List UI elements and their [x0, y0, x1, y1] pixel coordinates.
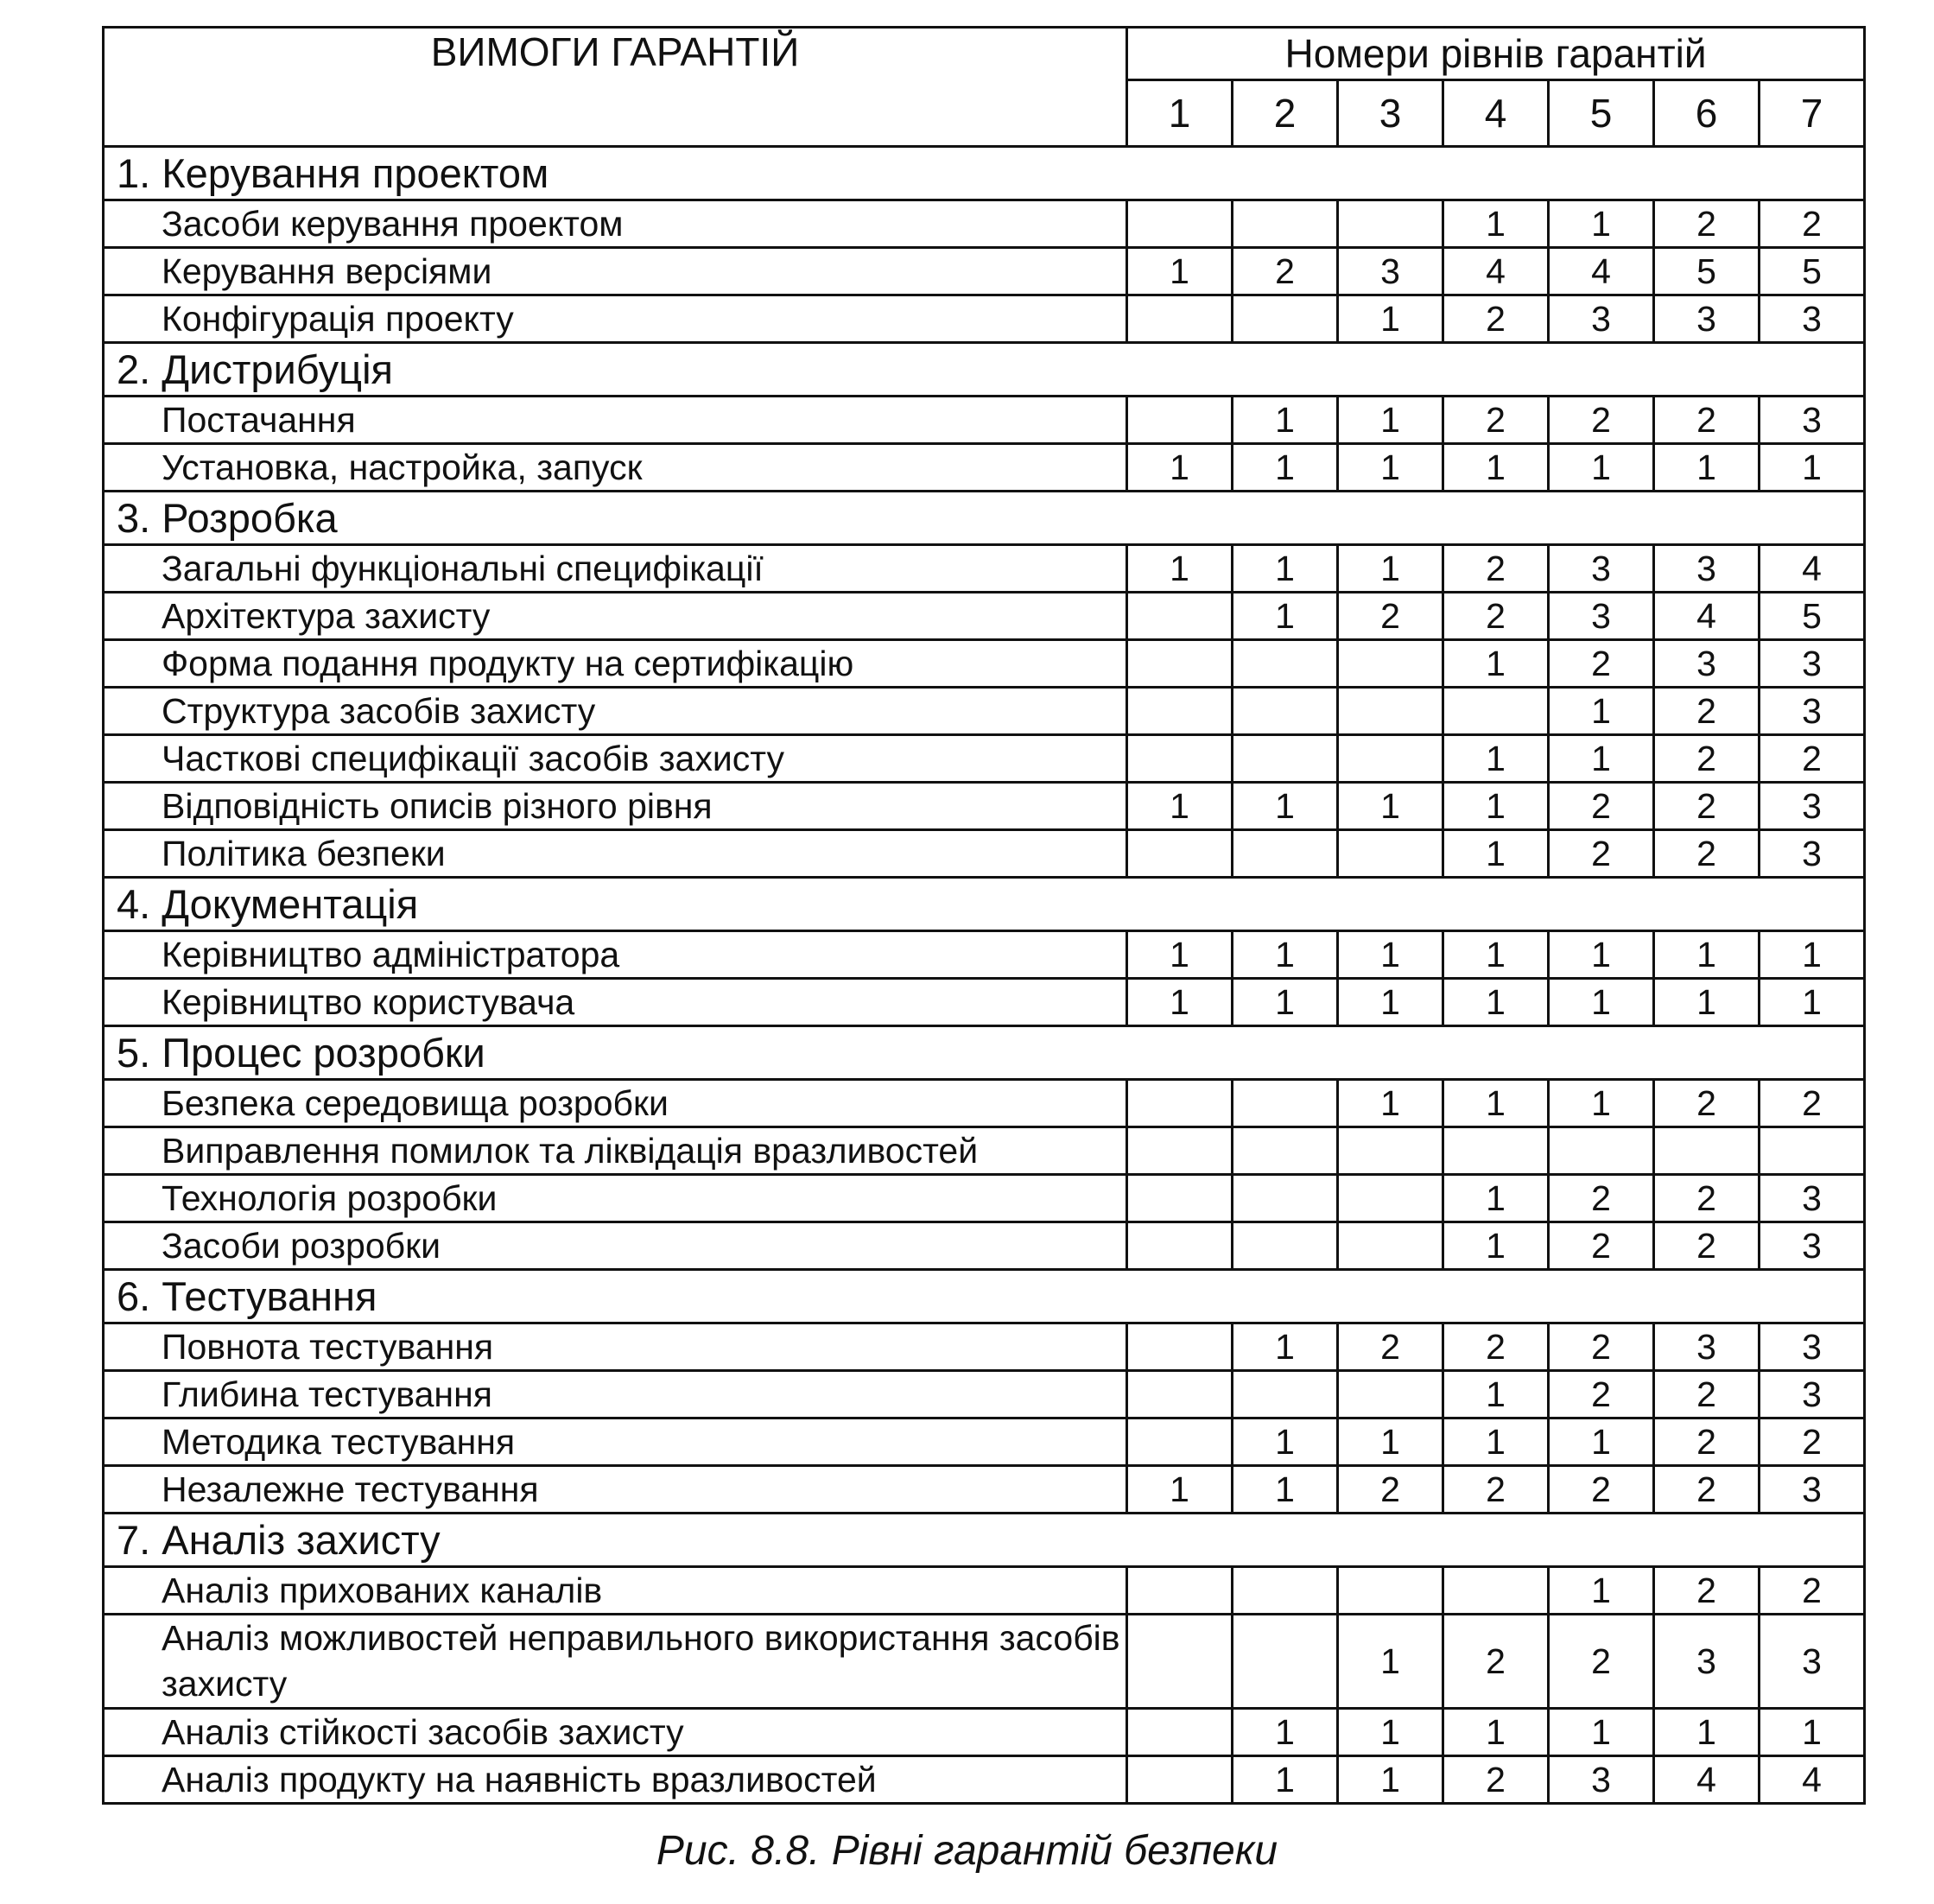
level-value-cell: 4: [1654, 1756, 1760, 1804]
level-value-cell: [1654, 1127, 1760, 1175]
table-row: [104, 397, 1865, 444]
level-value-cell: [1127, 200, 1233, 248]
section-row: [104, 1270, 1865, 1323]
level-value-cell: 3: [1760, 783, 1865, 830]
level-value-cell: 1: [1443, 830, 1549, 878]
level-value-cell: 2: [1654, 1080, 1760, 1127]
level-value-cell: [1233, 1222, 1338, 1270]
table-row: [104, 1371, 1865, 1418]
level-value-cell: 3: [1760, 1222, 1865, 1270]
level-value-cell: 2: [1654, 735, 1760, 783]
requirement-label: Безпека середовища розробки: [104, 1080, 1127, 1127]
level-value-cell: 2: [1549, 1175, 1654, 1222]
level-value-cell: 2: [1549, 1371, 1654, 1418]
level-value-cell: [1127, 1756, 1233, 1804]
level-value-cell: 1: [1443, 1222, 1549, 1270]
level-value-cell: [1127, 1127, 1233, 1175]
level-value-cell: [1338, 1175, 1443, 1222]
level-value-cell: 3: [1549, 593, 1654, 640]
table-row: [104, 248, 1865, 295]
level-value-cell: 1: [1338, 1615, 1443, 1709]
table-row: [104, 1709, 1865, 1756]
level-value-cell: 1: [1338, 931, 1443, 979]
table-row: [104, 200, 1865, 248]
level-value-cell: 1: [1233, 444, 1338, 492]
level-value-cell: 3: [1549, 545, 1654, 593]
level-value-cell: [1233, 295, 1338, 343]
level-value-cell: 2: [1443, 593, 1549, 640]
level-value-cell: 1: [1233, 1756, 1338, 1804]
level-value-cell: 2: [1338, 593, 1443, 640]
level-value-cell: 1: [1443, 1418, 1549, 1466]
level-value-cell: 1: [1549, 1709, 1654, 1756]
level-value-cell: [1127, 1371, 1233, 1418]
level-value-cell: 2: [1760, 200, 1865, 248]
requirement-label: Конфігурація проекту: [104, 295, 1127, 343]
requirement-label: Керівництво адміністратора: [104, 931, 1127, 979]
level-value-cell: 1: [1338, 1756, 1443, 1804]
table-row: [104, 593, 1865, 640]
requirement-label: Повнота тестування: [104, 1323, 1127, 1371]
level-value-cell: 1: [1338, 545, 1443, 593]
level-header: 4: [1443, 80, 1549, 147]
level-value-cell: 2: [1654, 1567, 1760, 1615]
level-value-cell: [1338, 830, 1443, 878]
level-value-cell: [1338, 688, 1443, 735]
level-value-cell: 3: [1760, 1615, 1865, 1709]
level-value-cell: [1233, 1127, 1338, 1175]
table-row: [104, 1418, 1865, 1466]
level-value-cell: 2: [1654, 1418, 1760, 1466]
section-title: 3. Розробка: [104, 492, 1865, 545]
level-value-cell: [1233, 200, 1338, 248]
level-value-cell: 2: [1549, 1466, 1654, 1514]
requirements-column-header: ВИМОГИ ГАРАНТІЙ: [104, 28, 1127, 147]
level-value-cell: 4: [1443, 248, 1549, 295]
requirement-label: Виправлення помилок та ліквідація вразливостей: [104, 1127, 1127, 1175]
table-row: [104, 931, 1865, 979]
level-value-cell: 2: [1443, 545, 1549, 593]
level-value-cell: 2: [1654, 1466, 1760, 1514]
table-row: [104, 830, 1865, 878]
level-value-cell: 1: [1549, 1418, 1654, 1466]
level-value-cell: 1: [1233, 397, 1338, 444]
level-value-cell: 2: [1549, 783, 1654, 830]
level-value-cell: 1: [1760, 931, 1865, 979]
table-row: [104, 783, 1865, 830]
level-value-cell: 2: [1760, 1567, 1865, 1615]
level-value-cell: [1127, 1615, 1233, 1709]
requirement-label: Аналіз продукту на наявність вразливостей: [104, 1756, 1127, 1804]
level-value-cell: 1: [1443, 1080, 1549, 1127]
level-value-cell: 1: [1443, 979, 1549, 1026]
level-value-cell: 1: [1654, 1709, 1760, 1756]
level-value-cell: 1: [1127, 1466, 1233, 1514]
level-value-cell: 1: [1760, 1709, 1865, 1756]
level-value-cell: [1127, 1418, 1233, 1466]
level-value-cell: 1: [1127, 931, 1233, 979]
level-value-cell: 3: [1760, 1371, 1865, 1418]
level-value-cell: [1233, 1567, 1338, 1615]
level-value-cell: 2: [1443, 1756, 1549, 1804]
level-value-cell: 1: [1338, 444, 1443, 492]
level-value-cell: 2: [1338, 1323, 1443, 1371]
level-value-cell: [1338, 1127, 1443, 1175]
table-row: [104, 295, 1865, 343]
level-value-cell: 5: [1654, 248, 1760, 295]
requirement-label: Засоби керування проектом: [104, 200, 1127, 248]
requirement-label: Загальні функціональні специфікації: [104, 545, 1127, 593]
level-value-cell: 2: [1549, 1615, 1654, 1709]
level-value-cell: [1127, 593, 1233, 640]
level-value-cell: 2: [1443, 397, 1549, 444]
level-value-cell: 3: [1760, 295, 1865, 343]
requirement-label: Аналіз прихованих каналів: [104, 1567, 1127, 1615]
requirement-label: Структура засобів захисту: [104, 688, 1127, 735]
level-value-cell: 1: [1549, 1567, 1654, 1615]
level-value-cell: [1443, 1127, 1549, 1175]
level-value-cell: 2: [1443, 1615, 1549, 1709]
level-value-cell: 3: [1760, 1466, 1865, 1514]
level-value-cell: 1: [1549, 735, 1654, 783]
level-value-cell: 1: [1233, 931, 1338, 979]
level-value-cell: [1338, 640, 1443, 688]
level-value-cell: 1: [1549, 1080, 1654, 1127]
level-value-cell: 1: [1338, 1418, 1443, 1466]
level-value-cell: 1: [1443, 735, 1549, 783]
level-value-cell: 3: [1654, 295, 1760, 343]
assurance-levels-figure: [102, 26, 1864, 1805]
level-value-cell: 1: [1549, 931, 1654, 979]
level-value-cell: 1: [1233, 545, 1338, 593]
level-value-cell: 5: [1760, 248, 1865, 295]
level-value-cell: 1: [1654, 444, 1760, 492]
level-value-cell: 1: [1443, 1709, 1549, 1756]
level-value-cell: 1: [1127, 444, 1233, 492]
level-value-cell: 1: [1443, 444, 1549, 492]
level-value-cell: 3: [1654, 1323, 1760, 1371]
level-value-cell: [1338, 200, 1443, 248]
level-header: 1: [1127, 80, 1233, 147]
level-value-cell: [1233, 735, 1338, 783]
level-value-cell: [1127, 1709, 1233, 1756]
requirement-label: Установка, настройка, запуск: [104, 444, 1127, 492]
level-value-cell: [1127, 397, 1233, 444]
level-value-cell: 1: [1233, 1418, 1338, 1466]
level-value-cell: [1127, 1323, 1233, 1371]
level-value-cell: 1: [1760, 444, 1865, 492]
level-value-cell: [1127, 640, 1233, 688]
level-value-cell: [1127, 1175, 1233, 1222]
level-value-cell: 3: [1654, 640, 1760, 688]
level-value-cell: 3: [1338, 248, 1443, 295]
level-value-cell: 1: [1233, 979, 1338, 1026]
level-header: 2: [1233, 80, 1338, 147]
requirement-label: Методика тестування: [104, 1418, 1127, 1466]
level-value-cell: [1338, 735, 1443, 783]
level-value-cell: 1: [1338, 979, 1443, 1026]
level-value-cell: 3: [1760, 640, 1865, 688]
level-value-cell: 4: [1549, 248, 1654, 295]
section-row: [104, 1514, 1865, 1567]
table-row: [104, 1466, 1865, 1514]
table-row: [104, 1323, 1865, 1371]
level-value-cell: 1: [1233, 593, 1338, 640]
level-value-cell: 1: [1127, 248, 1233, 295]
section-title: 4. Документація: [104, 878, 1865, 931]
level-header: 5: [1549, 80, 1654, 147]
level-value-cell: 4: [1760, 545, 1865, 593]
level-value-cell: 1: [1338, 295, 1443, 343]
level-value-cell: [1443, 688, 1549, 735]
level-value-cell: 1: [1127, 783, 1233, 830]
section-title: 6. Тестування: [104, 1270, 1865, 1323]
level-value-cell: [1127, 295, 1233, 343]
level-value-cell: [1233, 1080, 1338, 1127]
level-value-cell: 1: [1127, 979, 1233, 1026]
table-row: [104, 735, 1865, 783]
level-value-cell: 1: [1549, 688, 1654, 735]
assurance-levels-table: [102, 26, 1866, 1805]
level-value-cell: 4: [1760, 1756, 1865, 1804]
level-value-cell: 3: [1549, 295, 1654, 343]
requirement-label: Технологія розробки: [104, 1175, 1127, 1222]
requirement-label: Постачання: [104, 397, 1127, 444]
level-value-cell: 1: [1233, 1709, 1338, 1756]
section-title: 2. Дистрибуція: [104, 343, 1865, 397]
level-value-cell: [1760, 1127, 1865, 1175]
level-value-cell: [1338, 1222, 1443, 1270]
requirement-label: Політика безпеки: [104, 830, 1127, 878]
level-value-cell: [1338, 1371, 1443, 1418]
level-header: 3: [1338, 80, 1443, 147]
level-value-cell: 2: [1443, 1323, 1549, 1371]
levels-group-header: Номери рівнів гарантій: [1127, 28, 1865, 80]
section-title: 1. Керування проектом: [104, 147, 1865, 200]
level-value-cell: 3: [1760, 688, 1865, 735]
level-value-cell: 1: [1443, 931, 1549, 979]
level-value-cell: [1233, 1615, 1338, 1709]
level-value-cell: 3: [1760, 1323, 1865, 1371]
level-value-cell: 2: [1654, 830, 1760, 878]
level-value-cell: 1: [1338, 783, 1443, 830]
level-value-cell: 2: [1549, 830, 1654, 878]
figure-caption: Рис. 8.8. Рівні гарантій безпеки: [656, 1828, 1278, 1874]
level-value-cell: 1: [1443, 783, 1549, 830]
requirement-label: Архітектура захисту: [104, 593, 1127, 640]
requirement-label: Засоби розробки: [104, 1222, 1127, 1270]
section-row: [104, 878, 1865, 931]
level-value-cell: 1: [1233, 1466, 1338, 1514]
level-value-cell: [1233, 830, 1338, 878]
level-value-cell: 4: [1654, 593, 1760, 640]
level-value-cell: 2: [1654, 688, 1760, 735]
requirement-label: Аналіз можливостей неправильного використання засобів захисту: [104, 1615, 1127, 1709]
level-value-cell: 1: [1443, 640, 1549, 688]
table-row: [104, 979, 1865, 1026]
level-value-cell: [1127, 1567, 1233, 1615]
level-value-cell: [1233, 688, 1338, 735]
level-value-cell: 2: [1549, 1222, 1654, 1270]
level-value-cell: [1338, 1567, 1443, 1615]
level-value-cell: 2: [1654, 397, 1760, 444]
requirement-label: Глибина тестування: [104, 1371, 1127, 1418]
level-value-cell: 3: [1760, 1175, 1865, 1222]
level-value-cell: 1: [1233, 1323, 1338, 1371]
requirement-label: Керівництво користувача: [104, 979, 1127, 1026]
level-value-cell: 2: [1654, 200, 1760, 248]
level-value-cell: 1: [1338, 1709, 1443, 1756]
level-value-cell: 2: [1654, 1222, 1760, 1270]
level-value-cell: 3: [1760, 830, 1865, 878]
level-header: 6: [1654, 80, 1760, 147]
requirement-label: Керування версіями: [104, 248, 1127, 295]
level-value-cell: 1: [1233, 783, 1338, 830]
level-value-cell: 1: [1654, 931, 1760, 979]
level-value-cell: [1127, 735, 1233, 783]
requirement-label: Незалежне тестування: [104, 1466, 1127, 1514]
section-row: [104, 492, 1865, 545]
table-row: [104, 1756, 1865, 1804]
level-value-cell: 1: [1443, 1371, 1549, 1418]
level-value-cell: 2: [1443, 295, 1549, 343]
section-title: 7. Аналіз захисту: [104, 1514, 1865, 1567]
requirement-label: Форма подання продукту на сертифікацію: [104, 640, 1127, 688]
table-row: [104, 1567, 1865, 1615]
level-value-cell: [1233, 1175, 1338, 1222]
section-title: 5. Процес розробки: [104, 1026, 1865, 1080]
level-value-cell: 2: [1760, 1418, 1865, 1466]
level-value-cell: 1: [1549, 444, 1654, 492]
level-value-cell: 2: [1760, 1080, 1865, 1127]
level-value-cell: 2: [1760, 735, 1865, 783]
level-value-cell: [1549, 1127, 1654, 1175]
level-value-cell: [1127, 1080, 1233, 1127]
level-value-cell: 2: [1654, 1371, 1760, 1418]
table-body: [104, 147, 1865, 1804]
level-value-cell: 1: [1654, 979, 1760, 1026]
level-value-cell: 1: [1127, 545, 1233, 593]
level-value-cell: 3: [1549, 1756, 1654, 1804]
level-value-cell: [1127, 830, 1233, 878]
header-row-titles: [104, 28, 1865, 80]
table-row: [104, 1222, 1865, 1270]
level-value-cell: 2: [1654, 1175, 1760, 1222]
table-row: [104, 688, 1865, 735]
level-value-cell: 2: [1654, 783, 1760, 830]
level-value-cell: 2: [1233, 248, 1338, 295]
level-value-cell: 1: [1549, 979, 1654, 1026]
table-row: [104, 1080, 1865, 1127]
level-value-cell: 3: [1760, 397, 1865, 444]
table-row: [104, 1615, 1865, 1709]
level-value-cell: 1: [1338, 1080, 1443, 1127]
level-value-cell: 1: [1443, 200, 1549, 248]
table-row: [104, 640, 1865, 688]
level-value-cell: 2: [1443, 1466, 1549, 1514]
level-value-cell: [1127, 1222, 1233, 1270]
table-row: [104, 1127, 1865, 1175]
level-value-cell: [1443, 1567, 1549, 1615]
level-value-cell: [1127, 688, 1233, 735]
level-value-cell: 1: [1549, 200, 1654, 248]
level-value-cell: 2: [1549, 640, 1654, 688]
table-row: [104, 545, 1865, 593]
requirement-label: Відповідність описів різного рівня: [104, 783, 1127, 830]
section-row: [104, 343, 1865, 397]
section-row: [104, 1026, 1865, 1080]
requirement-label: Аналіз стійкості засобів захисту: [104, 1709, 1127, 1756]
level-value-cell: [1233, 1371, 1338, 1418]
table-row: [104, 1175, 1865, 1222]
requirement-label: Часткові специфікації засобів захисту: [104, 735, 1127, 783]
level-value-cell: 5: [1760, 593, 1865, 640]
level-value-cell: 2: [1549, 1323, 1654, 1371]
level-value-cell: [1233, 640, 1338, 688]
level-value-cell: 3: [1654, 545, 1760, 593]
level-value-cell: 1: [1760, 979, 1865, 1026]
level-header: 7: [1760, 80, 1865, 147]
level-value-cell: 2: [1549, 397, 1654, 444]
table-row: [104, 444, 1865, 492]
level-value-cell: 1: [1443, 1175, 1549, 1222]
section-row: [104, 147, 1865, 200]
level-value-cell: 1: [1338, 397, 1443, 444]
level-value-cell: 2: [1338, 1466, 1443, 1514]
level-value-cell: 3: [1654, 1615, 1760, 1709]
